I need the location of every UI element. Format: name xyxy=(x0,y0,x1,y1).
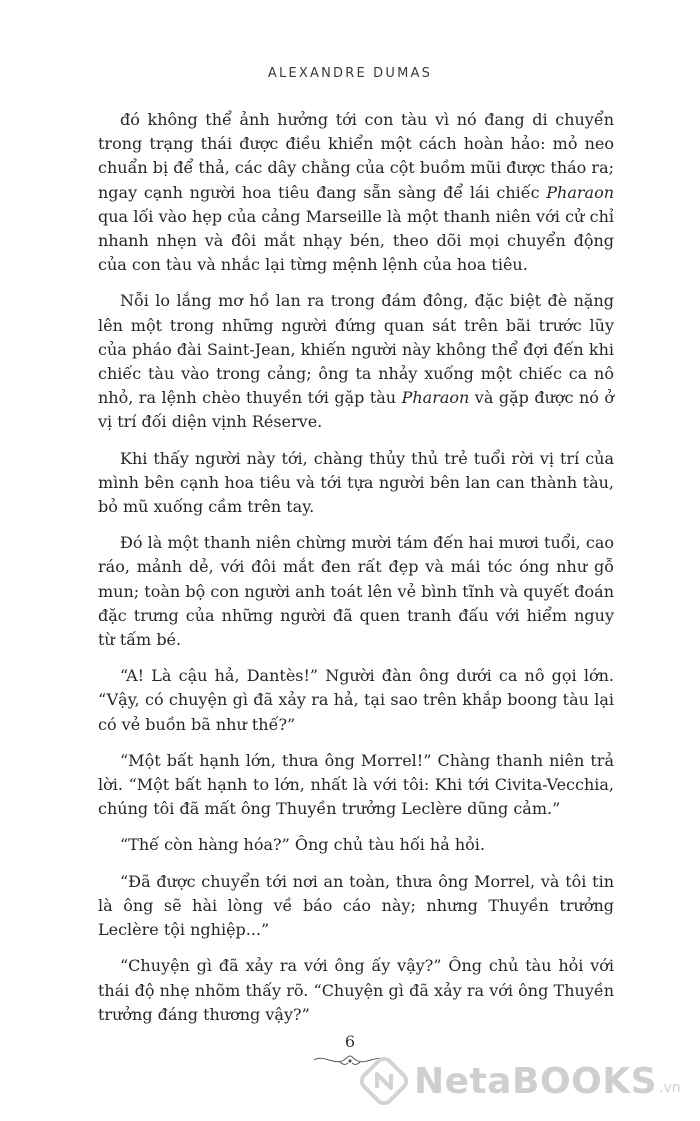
paragraph xyxy=(98,954,614,1027)
paragraph xyxy=(98,531,614,652)
italic-ship-name: Pharaon xyxy=(546,182,614,202)
paragraph xyxy=(98,108,614,277)
text-run: “A! Là cậu hả, Dantès!” Người đàn ông dưới ca nô gọi lớn. “Vậy, có chuyện gì đã xảy ra hả, tại sao trên khắp boong tàu lại có vẻ buồn bã như thế?” xyxy=(98,666,614,734)
text-run: Đó là một thanh niên chừng mười tám đến hai mươi tuổi, cao ráo, mảnh dẻ, với đôi mắt đen rất đẹp và mái tóc óng như gỗ mun; toàn bộ con người anh toát lên vẻ bình tĩnh và quyết đoán đặc trưng của những người đã quen tranh đấu với hiểm nguy từ tấm bé. xyxy=(98,533,614,650)
watermark-suffix: .vn xyxy=(659,1080,681,1096)
text-run: “Đã được chuyển tới nơi an toàn, thưa ông Morrel, và tôi tin là ông sẽ hài lòng về báo cáo này; nhưng Thuyền trưởng Leclère tội nghiệp...” xyxy=(98,871,614,940)
paragraph xyxy=(98,870,614,943)
paragraph xyxy=(98,289,614,434)
watermark-brand: NetaBOOKS xyxy=(414,1060,658,1102)
text-run: Nỗi lo lắng mơ hồ lan ra trong đám đông, đặc biệt đè nặng lên một trong những người đứng quan sát trên bãi trước lũy của pháo đài Saint-Jean, khiến người này không thể đợi đến khi chiếc tàu vào trong cảng; ông ta nhảy xuống một chiếc ca nô nhỏ, ra lệnh chèo thuyền tới gặp tàu xyxy=(98,291,614,408)
paragraph xyxy=(98,749,614,822)
text-run: “Thế còn hàng hóa?” Ông chủ tàu hối hả hỏi. xyxy=(120,835,485,855)
paragraph xyxy=(98,833,614,857)
text-run: qua lối vào hẹp của cảng Marseille là một thanh niên với cử chỉ nhanh nhẹn và đôi mắt nhạy bén, theo dõi mọi chuyển động của con tàu và nhắc lại từng mệnh lệnh của hoa tiêu. xyxy=(98,206,614,275)
text-run: Khi thấy người này tới, chàng thủy thủ trẻ tuổi rời vị trí của mình bên cạnh hoa tiêu và tới tựa người bên lan can thành tàu, bỏ mũ xuống cầm trên tay. xyxy=(98,448,614,517)
page-number: 6 xyxy=(344,1032,356,1051)
paragraph xyxy=(98,447,614,520)
text-run: “Một bất hạnh lớn, thưa ông Morrel!” Chàng thanh niên trả lời. “Một bất hạnh to lớn, nhất là với tôi: Khi tới Civita-Vecchia, chúng tôi đã mất ông Thuyền trưởng Leclère dũng cảm.” xyxy=(98,750,614,819)
running-header: ALEXANDRE DUMAS xyxy=(267,66,433,81)
watermark xyxy=(360,1053,681,1109)
text-run: và gặp được nó ở vị trí đối diện vịnh Réserve. xyxy=(98,388,614,432)
body-text xyxy=(98,108,614,1039)
text-run: đó không thể ảnh hưởng tới con tàu vì nó đang di chuyển trong trạng thái được điều khiển một cách hoàn hảo: mỏ neo chuẩn bị để thả, các dây chằng của cột buồm mũi được tháo ra; ngay cạnh người hoa tiêu đang sẵn sàng để lái chiếc xyxy=(98,110,614,202)
paragraph xyxy=(98,664,614,737)
italic-ship-name: Pharaon xyxy=(401,388,470,408)
text-run: “Chuyện gì đã xảy ra với ông ấy vậy?” Ông chủ tàu hỏi với thái độ nhẹ nhõm thấy rõ. “Chuyện gì đã xảy ra với ông Thuyền trưởng đáng thương vậy?” xyxy=(98,956,614,1024)
netabooks-logo-icon xyxy=(360,1057,408,1105)
